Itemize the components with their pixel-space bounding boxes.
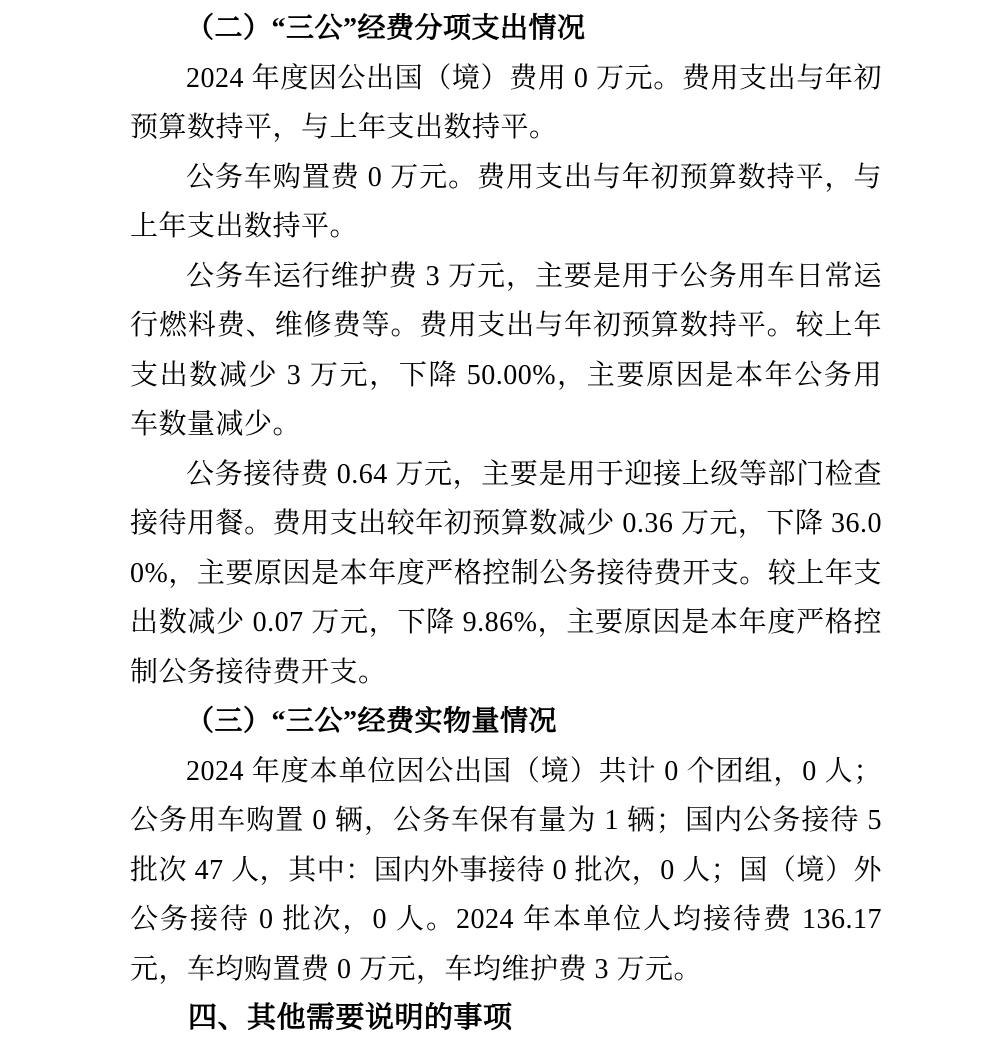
section-heading-three-public-physical-quantity: （三）“三公”经费实物量情况 [186,706,558,737]
paragraph-overseas-travel-expense: 2024 年度因公出国（境）费用 0 万元。费用支出与年初预算数持平，与上年支出数持平。 [130,62,882,143]
paragraph-vehicle-operation-maintenance-expense: 公务车运行维护费 3 万元，主要是用于公务用车日常运行燃料费、维修费等。费用支出与年初预算数持平。较上年支出数减少 3 万元，下降 50.00%，主要原因是本年公务用车数量减少。 [130,260,882,440]
paragraph-official-reception-expense: 公务接待费 0.64 万元，主要是用于迎接上级等部门检查接待用餐。费用支出较年初预算数减少 0.36 万元，下降 36.00%，主要原因是本年度严格控制公务接待费开支。较上年支出数减少 0.07 万元，下降 9.86%，主要原因是本年度严格控制公务接待费开支。 [130,458,882,688]
section-heading-three-public-itemized-expense: （二）“三公”经费分项支出情况 [186,13,586,44]
paragraph-physical-quantity-details: 2024 年度本单位因公出国（境）共计 0 个团组，0 人；公务用车购置 0 辆，公务车保有量为 1 辆；国内公务接待 5 批次 47 人，其中：国内外事接待 0 批次，0 人；国（境）外公务接待 0 批次，0 人。2024 年本单位人均接待费 136.17 元，车均购置费 0 万元，车均维护费 3 万元。 [130,755,882,985]
section-heading-other-matters: 四、其他需要说明的事项 [188,1002,513,1034]
paragraph-vehicle-purchase-expense: 公务车购置费 0 万元。费用支出与年初预算数持平，与上年支出数持平。 [130,161,882,242]
